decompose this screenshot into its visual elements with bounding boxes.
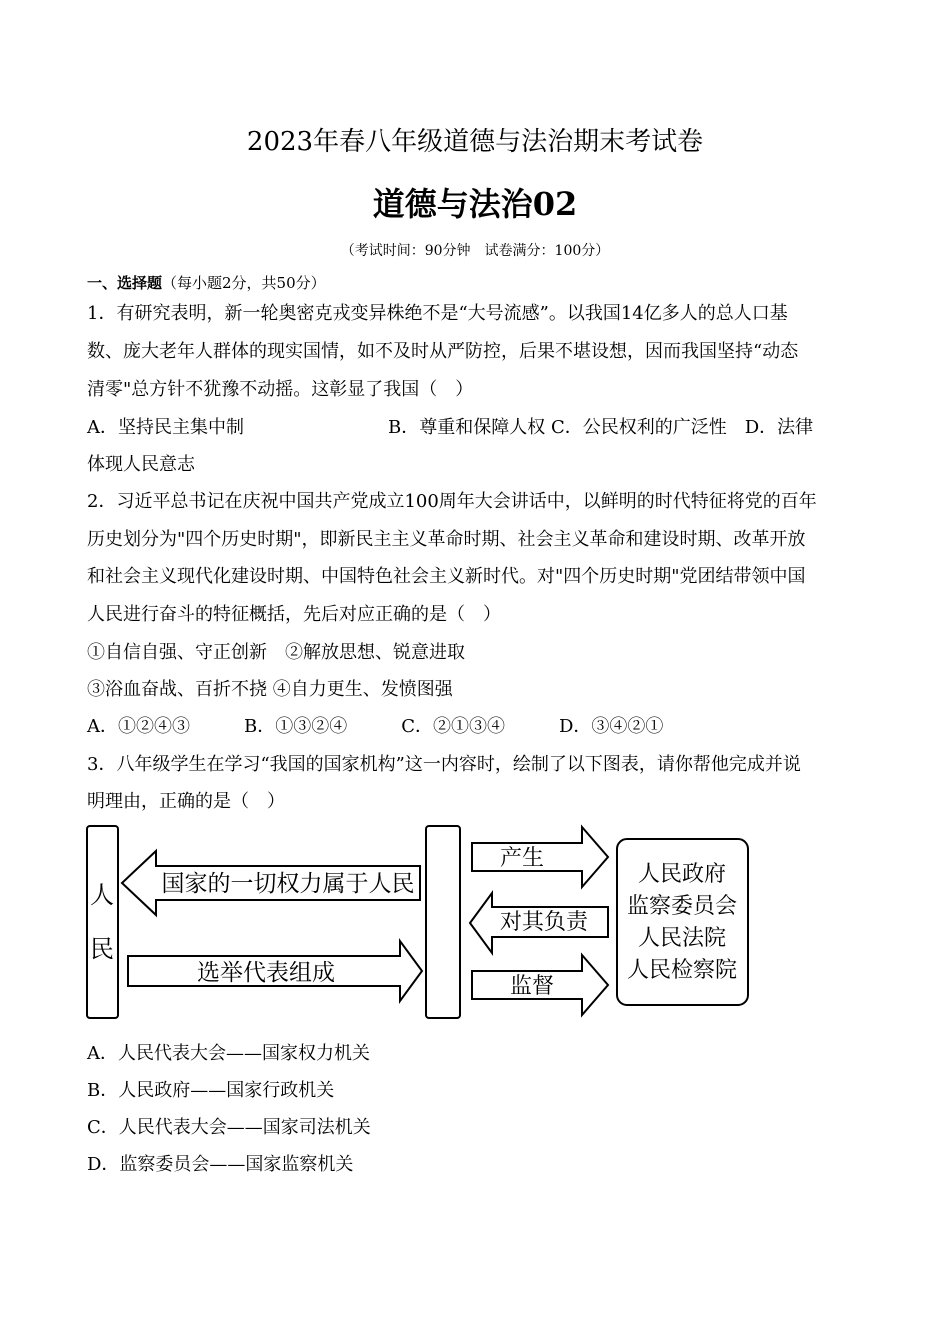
section-title: 一、选择题 [87,274,163,292]
state-organs-diagram [86,823,752,1021]
organ-procuratorate: 人民检察院 [626,958,738,983]
section-heading [87,273,326,293]
people-char-1: 人 [90,881,114,909]
question-1-line-1: 1．有研究表明，新一轮奥密克戎变异株绝不是“大号流感”。以我国14亿多人的总人口基 [87,303,788,324]
produce-arrow-label: 产生 [499,846,545,871]
responsible-arrow-label: 对其负责 [499,910,589,935]
question-2-line-1: 2．习近平总书记在庆祝中国共产党成立100周年大会讲话中，以鲜明的时代特征将党的百年 [87,491,817,512]
exam-info: （考试时间：90分钟 试卷满分：100分） [340,243,610,259]
organ-government: 人民政府 [637,862,727,887]
question-1-line-3: 清零"总方针不犹豫不动摇。这彰显了我国（ ） [87,379,474,400]
question-3-option-a: A．人民代表大会——国家权力机关 [87,1043,370,1064]
organ-supervisory-commission: 监察委员会 [626,894,738,919]
question-1-options-line-2: 体现人民意志 [87,454,195,475]
section-note: （每小题2分，共50分） [162,274,326,292]
organ-court: 人民法院 [637,926,727,951]
power-arrow-label: 国家的一切权力属于人民 [161,871,415,897]
question-3-line-1: 3．八年级学生在学习“我国的国家机构”这一内容时，绘制了以下图表，请你帮他完成并说 [87,754,801,775]
people-box [87,826,118,1018]
exam-title: 2023年春八年级道德与法治期末考试卷 [246,127,704,157]
question-2-line-6: ③浴血奋战、百折不挠 ④自力更生、发愤图强 [87,679,453,700]
question-3-option-b: B．人民政府——国家行政机关 [87,1080,335,1101]
question-2-options: A．①②④③ B．①③②④ C．②①③④ D．③④②① [87,716,664,737]
question-3-option-d: D．监察委员会——国家监察机关 [87,1154,354,1175]
elect-arrow-label: 选举代表组成 [197,960,335,986]
exam-subtitle: 道德与法治02 [372,185,578,223]
people-char-2: 民 [90,935,114,963]
question-2-line-2: 历史划分为"四个历史时期"，即新民主主义革命时期、社会主义革命和建设时期、改革开放 [87,529,806,550]
question-1-options-line-1: A．坚持民主集中制 B．尊重和保障人权 C．公民权利的广泛性 D．法律 [87,417,814,438]
question-2-line-4: 人民进行奋斗的特征概括，先后对应正确的是（ ） [87,604,501,625]
central-box [426,826,460,1018]
supervise-arrow-label: 监督 [509,974,555,999]
question-3-line-2: 明理由，正确的是（ ） [87,791,285,812]
question-2-line-5: ①自信自强、守正创新 ②解放思想、锐意进取 [87,642,465,663]
question-1-line-2: 数、庞大老年人群体的现实国情，如不及时从严防控，后果不堪设想，因而我国坚持“动态 [87,341,799,362]
question-2-line-3: 和社会主义现代化建设时期、中国特色社会主义新时代。对"四个历史时期"党团结带领中国 [87,566,806,587]
question-3-option-c: C．人民代表大会——国家司法机关 [87,1117,371,1138]
